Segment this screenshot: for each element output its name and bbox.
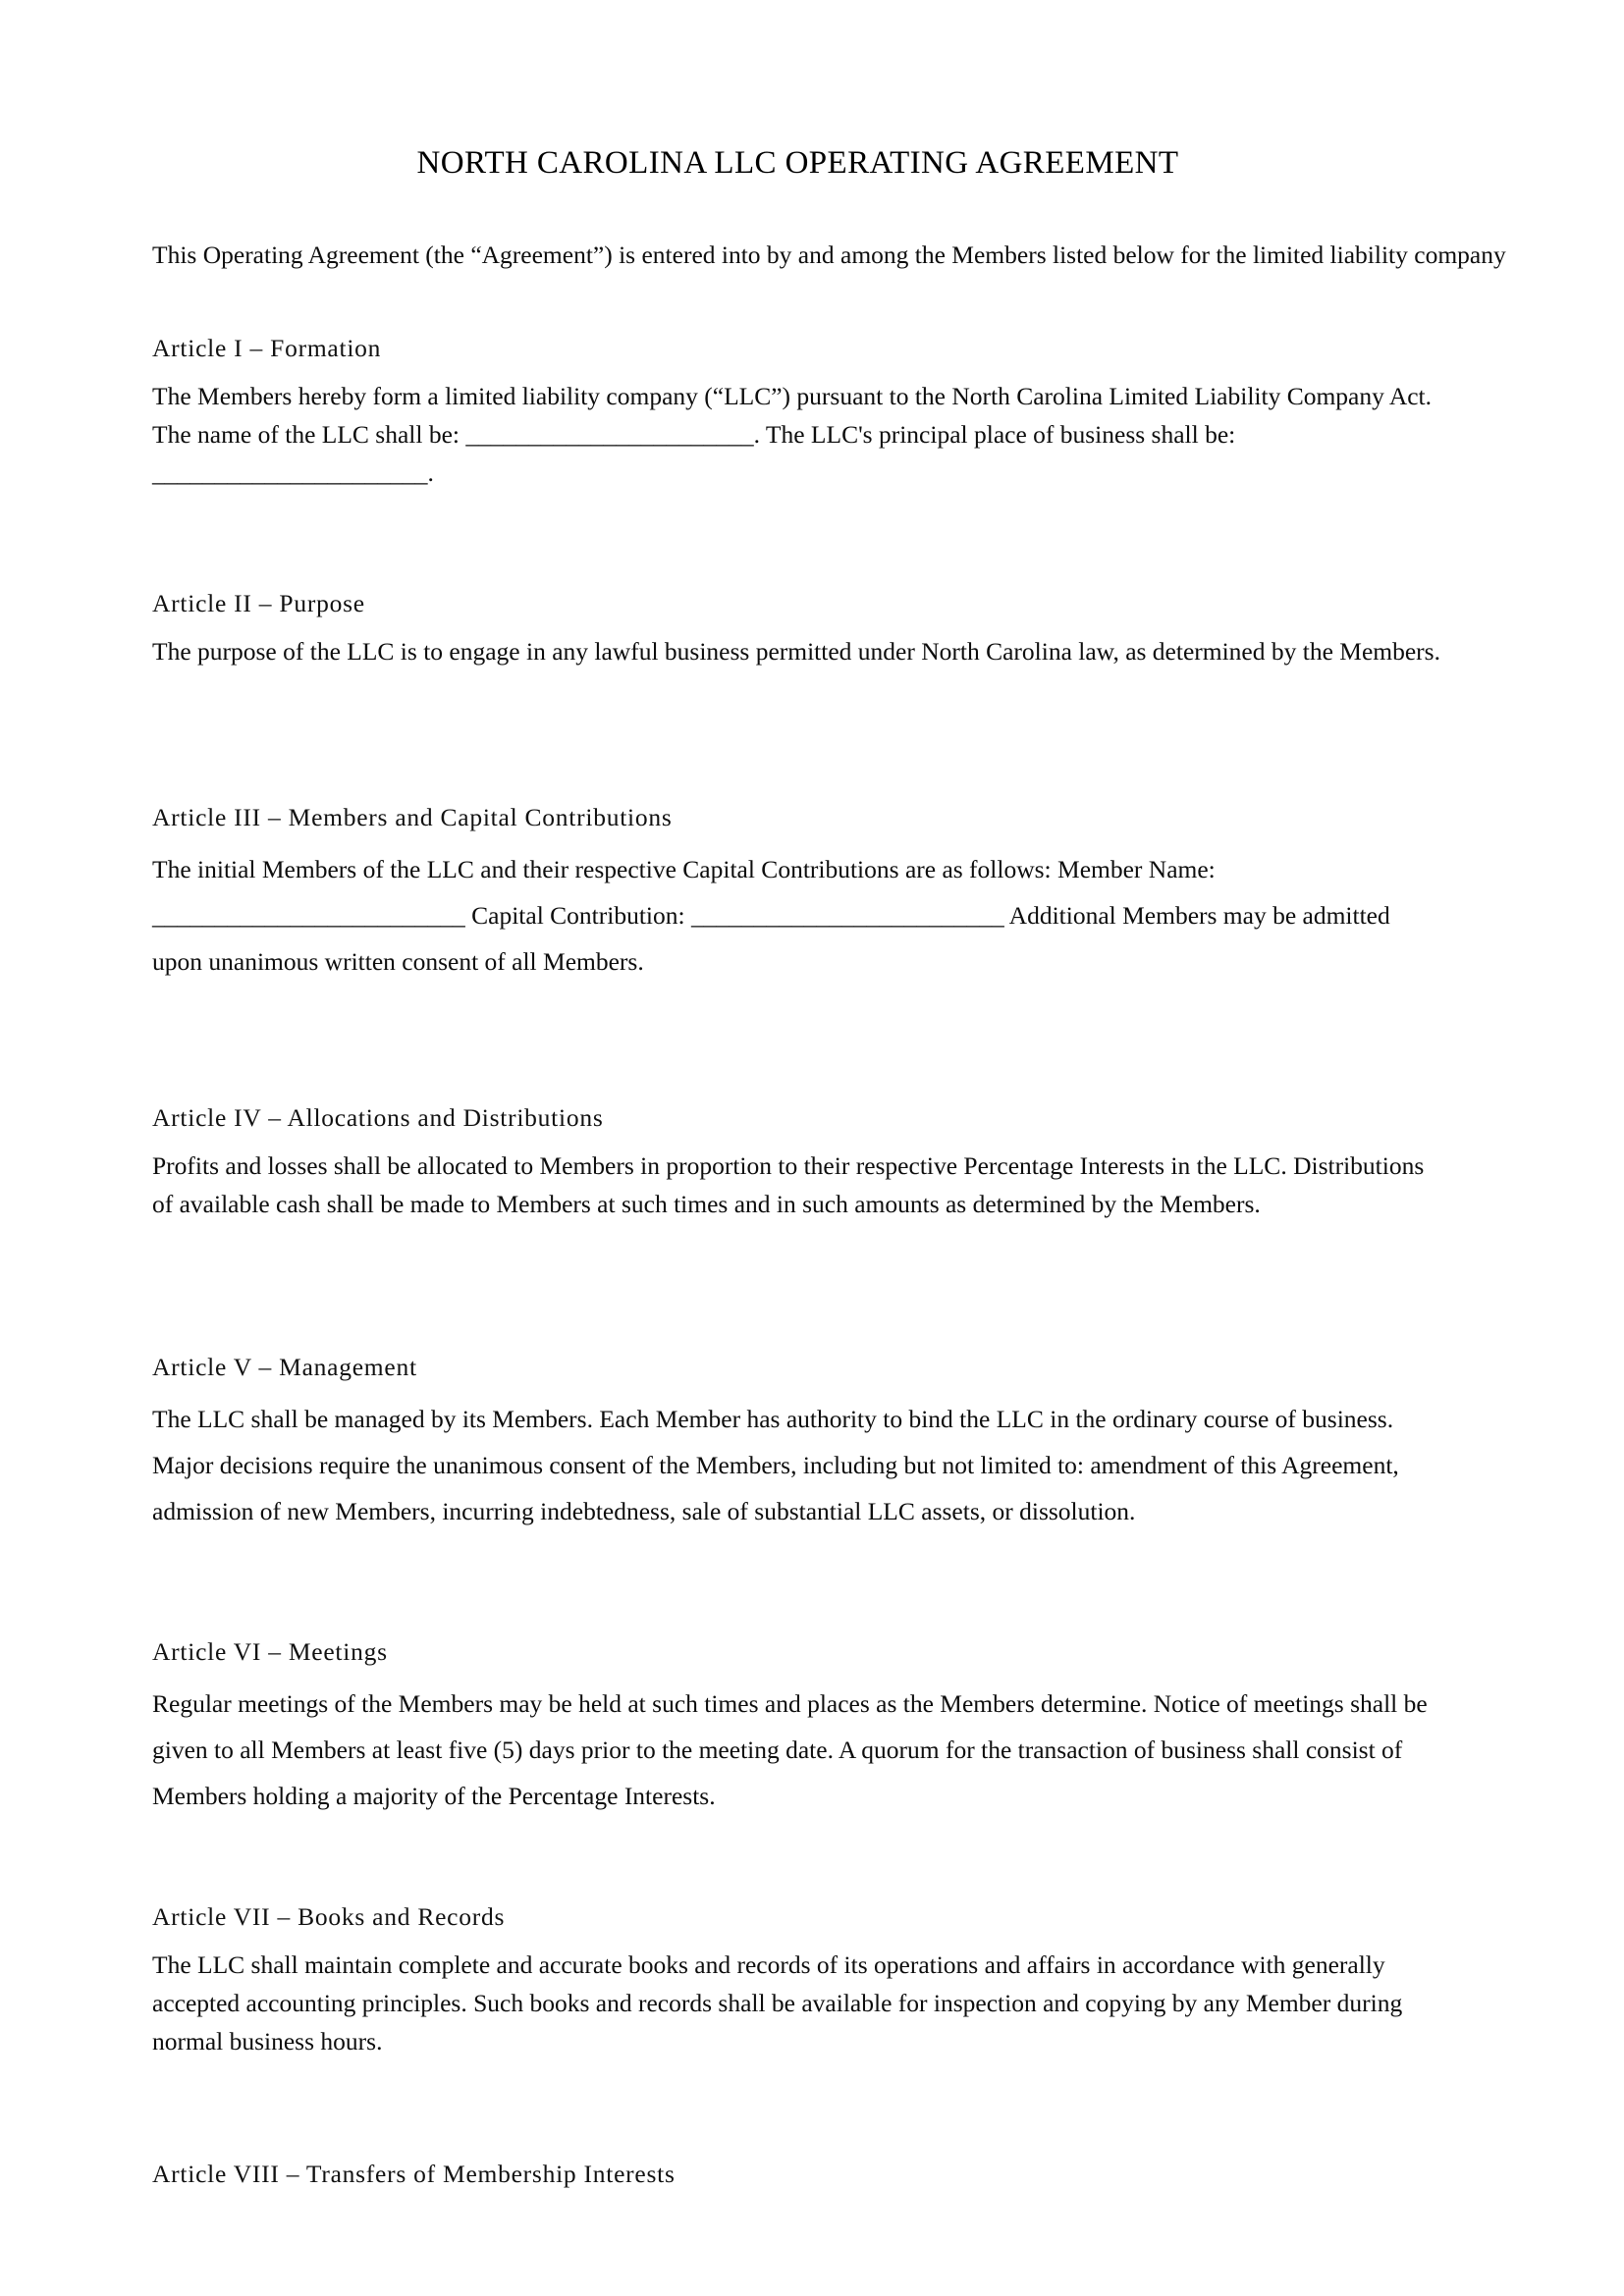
article-heading-iii: Article III – Members and Capital Contributions xyxy=(152,803,673,831)
article-heading-i: Article I – Formation xyxy=(152,334,382,362)
article-heading-ii: Article II – Purpose xyxy=(152,589,365,617)
article-heading-v: Article V – Management xyxy=(152,1353,417,1381)
article-body-i: The Members hereby form a limited liability company (“LLC”) pursuant to the North Carolina Limited Liability Company Act. The name of the LLC shall be: _______________________. The LLC's principal place of business shall be: ______________________. xyxy=(152,382,1433,487)
intro-paragraph: This Operating Agreement (the “Agreement”) is entered into by and among the Members listed below for the limited liability company xyxy=(152,240,1506,269)
article-heading-vii: Article VII – Books and Records xyxy=(152,1902,506,1931)
article-body-vi: Regular meetings of the Members may be held at such times and places as the Members determine. Notice of meetings shall be given to all Members at least five (5) days prior to the meeting date. A quorum for the transaction of business shall consist of Members holding a majority of the Percentage Interests. xyxy=(152,1689,1428,1810)
page-title: NORTH CAROLINA LLC OPERATING AGREEMENT xyxy=(416,145,1179,182)
article-heading-viii: Article VIII – Transfers of Membership Interests xyxy=(152,2160,676,2188)
article-body-v: The LLC shall be managed by its Members. Each Member has authority to bind the LLC in the ordinary course of business. Major decisions require the unanimous consent of the Members, including but not limited to: amendment of this Agreement, admission of new Members, incurring indebtedness, sale of substantial LLC assets, or dissolution. xyxy=(152,1405,1399,1525)
article-body-iii: The initial Members of the LLC and their respective Capital Contributions are as follows: Member Name: _________________________ Capital Contribution: _________________________ Additional Members may be admitted upon unanimous written consent of all Members. xyxy=(152,855,1390,976)
article-body-ii: The purpose of the LLC is to engage in any lawful business permitted under North Carolina law, as determined by the Members. xyxy=(152,637,1440,666)
article-heading-vi: Article VI – Meetings xyxy=(152,1637,388,1666)
article-body-iv: Profits and losses shall be allocated to Members in proportion to their respective Percentage Interests in the LLC. Distributions of available cash shall be made to Members at such times and in such amounts as determined by the Members. xyxy=(152,1151,1425,1218)
article-heading-iv: Article IV – Allocations and Distributions xyxy=(152,1103,604,1132)
article-body-vii: The LLC shall maintain complete and accurate books and records of its operations and affairs in accordance with generally accepted accounting principles. Such books and records shall be available for inspection and copying by any Member during normal business hours. xyxy=(152,1950,1403,2056)
